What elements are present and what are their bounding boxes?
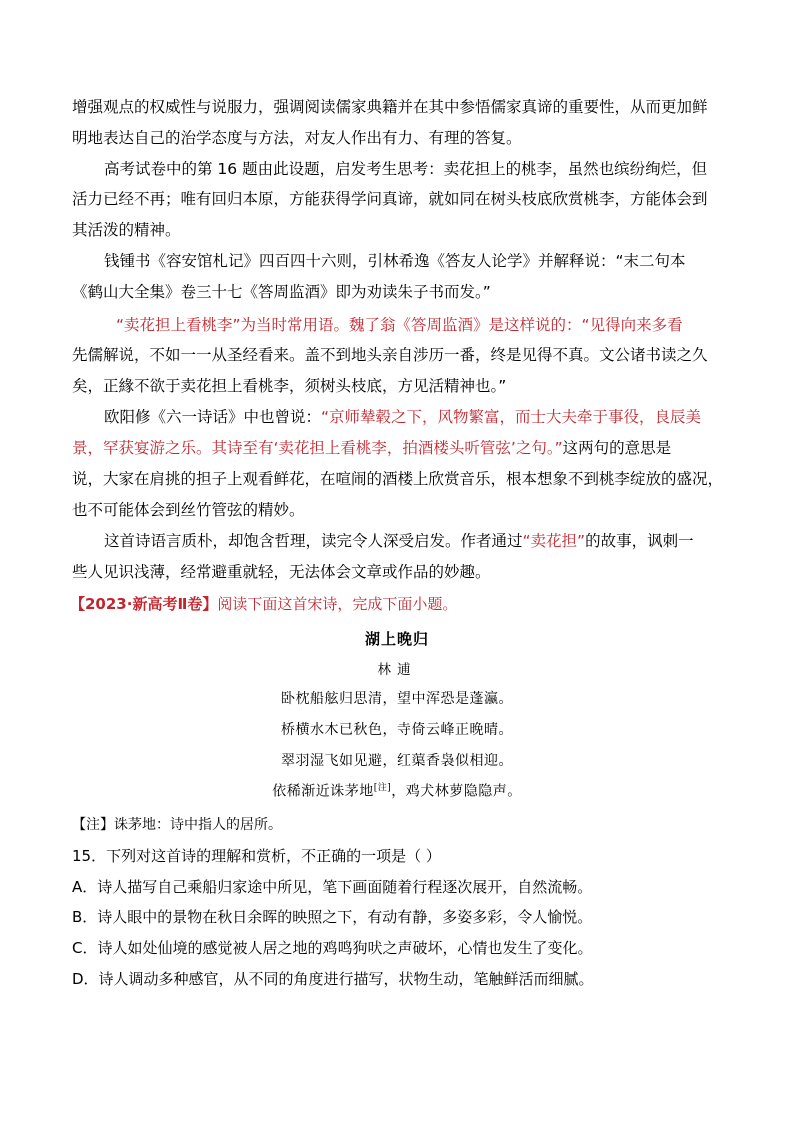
question-source — [70, 594, 457, 614]
poem-title: 湖上晚归 — [364, 630, 429, 648]
para6-highlight: “卖花担” — [522, 532, 586, 550]
poem-note-label: 【注】 — [72, 817, 114, 833]
poem-footnote-marker: [注] — [373, 783, 392, 793]
poem-line-3: 翠羽湿飞如见避，红蕖香袅似相迎。 — [281, 753, 513, 769]
para2-line1: 高考试卷中的第 16 题由此设题，启发考生思考：卖花担上的桃李，虽然也缤纷绚烂，但 — [104, 160, 708, 178]
poem-line-1: 卧枕船舷归思清，望中浑恐是蓬瀛。 — [281, 691, 513, 707]
para5-quote-start: “京师辇毂之下，风物繁富，而士大夫牵于事役，良辰美 — [321, 408, 702, 426]
para4-line3: 矣，正緣不欲于卖花担上看桃李，须树头枝底，方见活精神也。” — [72, 377, 507, 395]
poem-author: 林逋 — [377, 662, 417, 678]
poem-line-4 — [0, 780, 794, 801]
para2-line2: 活力已经不再；唯有回归本原，方能获得学问真谛，就如同在树头枝底欣赏桃李，方能体会到 — [72, 190, 708, 208]
para5-line2-tail: 这两句的意思是 — [562, 439, 672, 457]
poem-note — [72, 815, 282, 835]
para5-line1-lead: 欧阳修《六一诗话》中也曾说： — [104, 408, 322, 426]
para5-quote-end: 景，罕获宴游之乐。其诗至有‘卖花担上看桃李，拍酒楼头听管弦’之句。” — [72, 439, 563, 457]
para5-line3: 说，大家在肩挑的担子上观看鲜花，在喧闹的酒楼上欣赏音乐，根本想象不到桃李绽放的盛况， — [72, 470, 724, 488]
question-stem: 15．下列对这首诗的理解和赏析，不正确的一项是（ ） — [72, 847, 441, 865]
para1-line1: 增强观点的权威性与说服力，强调阅读儒家典籍并在其中参悟儒家真谛的重要性，从而更加鲜 — [72, 98, 708, 116]
poem-note-text: 诛茅地：诗中指人的居所。 — [114, 817, 282, 833]
para5-line4: 也不可能体会到丝竹管弦的精妙。 — [72, 501, 305, 519]
source-tag: 【2023·新高考Ⅱ卷】 — [70, 595, 218, 613]
option-b: B．诗人眼中的景物在秋日余晖的映照之下，有动有静，多姿多彩，令人愉悦。 — [72, 908, 593, 926]
para6-line1-lead: 这首诗语言质朴，却饱含哲理，读完令人深受启发。作者通过 — [104, 532, 523, 550]
option-c: C．诗人如处仙境的感觉被人居之地的鸡鸣狗吠之声破坏，心情也发生了变化。 — [72, 939, 593, 957]
para3-line1: 钱锺书《容安馆札记》四百四十六则，引林希逸《答友人论学》并解释说：“末二句本 — [104, 252, 686, 270]
poem-line-4-head: 依稀渐近诛茅地 — [272, 783, 374, 800]
para1-line2: 明地表达自己的治学态度与方法，对友人作出有力、有理的答复。 — [72, 129, 522, 147]
para3-line2: 《鹤山大全集》卷三十七《答周监酒》即为劝读朱子书而发。” — [72, 283, 491, 301]
option-d: D．诗人调动多种感官，从不同的角度进行描写，状物生动，笔触鲜活而细腻。 — [72, 970, 594, 988]
source-text: 阅读下面这首宋诗，完成下面小题。 — [217, 595, 458, 613]
para4-line2: 先儒解说，不如一一从圣经看来。盖不到地头亲自涉历一番，终是见得不真。文公诸书读之久 — [72, 346, 708, 364]
para5-line2 — [72, 438, 671, 458]
para6-line1 — [104, 531, 694, 551]
poem-line-4-tail: ，鸡犬林萝隐隐声。 — [391, 783, 522, 800]
para5-line1 — [104, 407, 701, 427]
poem-line-2: 桥横水木已秋色，寺倚云峰正晚晴。 — [281, 722, 513, 738]
option-a: A．诗人描写自己乘船归家途中所见，笔下画面随着行程逐次展开，自然流畅。 — [72, 878, 593, 896]
para6-line2: 些人见识浅薄，经常避重就轻，无法体会文章或作品的妙趣。 — [72, 563, 491, 581]
para2-line3: 其活泼的精神。 — [72, 221, 181, 239]
para6-line1-tail: 的故事，讽刺一 — [585, 532, 694, 550]
para4-line1: “卖花担上看桃李”为当时常用语。魏了翁《答周监酒》是这样说的：“见得向来多看 — [116, 316, 683, 334]
